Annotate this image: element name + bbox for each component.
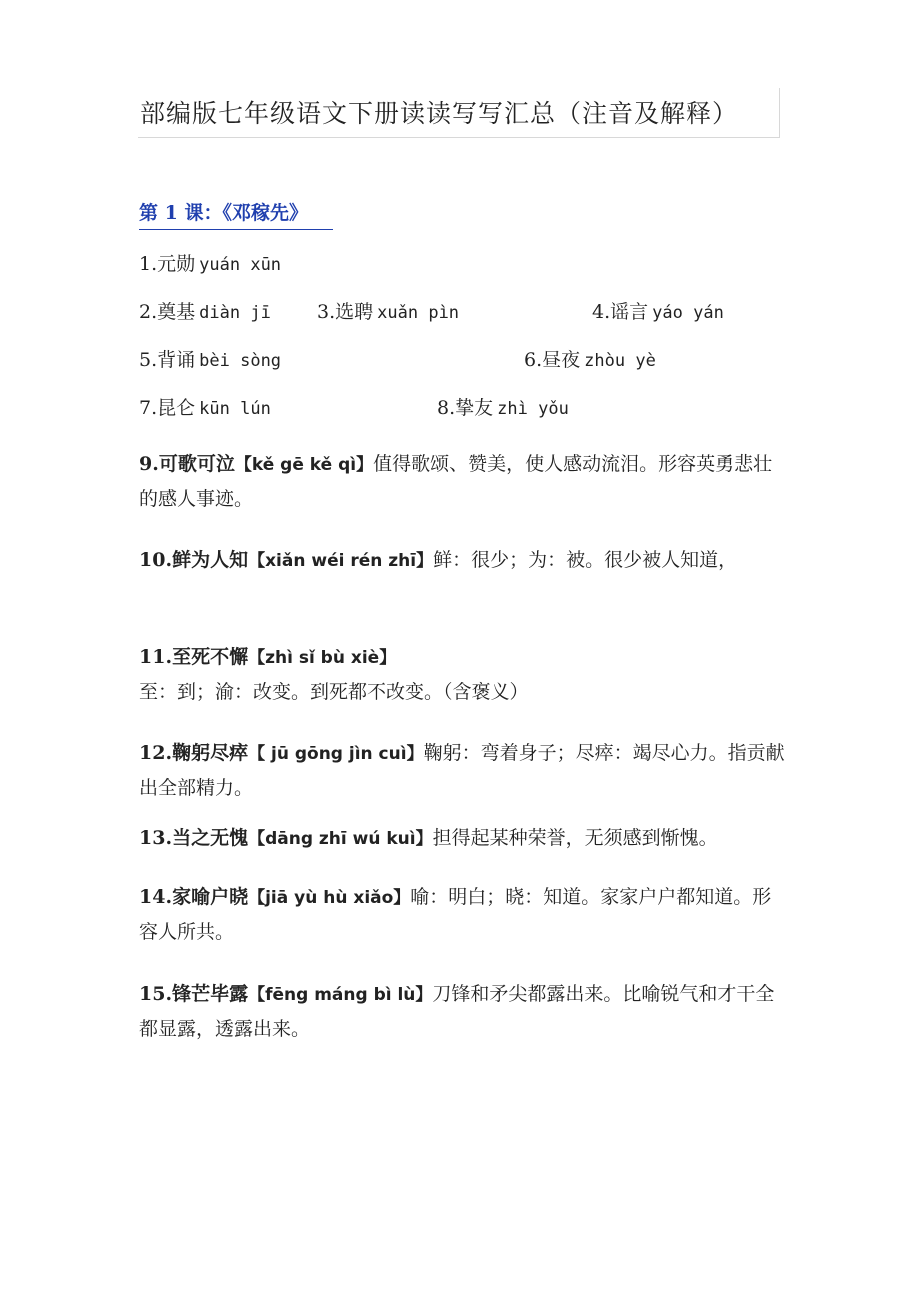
entry-word: 锋芒毕露 [172, 983, 249, 1005]
entry-pinyin: 【xiǎn wéi rén zhī】 [248, 551, 434, 571]
entry-definition: 喻：明白；晓：知道。家家户户都知道。形容人所共。 [139, 886, 772, 943]
vocab-word: 元勋 [157, 253, 196, 275]
idiom-entry [139, 640, 785, 709]
vocab-number: 5. [139, 349, 158, 371]
entry-number: 12. [139, 742, 173, 764]
entry-number: 15. [139, 983, 173, 1005]
idiom-entry [139, 447, 785, 516]
entry-number: 13. [139, 827, 173, 849]
idiom-entry [139, 543, 785, 578]
vocab-item [524, 345, 656, 372]
entry-number: 11. [139, 646, 173, 668]
entry-definition: 担得起某种荣誉，无须感到惭愧。 [432, 827, 718, 849]
entry-definition: 鲜：很少；为：被。很少被人知道， [433, 549, 738, 571]
entry-word: 家喻户晓 [172, 886, 249, 908]
vocab-number: 4. [592, 301, 611, 323]
title-box [138, 88, 780, 138]
idiom-entry [139, 821, 785, 856]
entry-pinyin: 【jiā yù hù xiǎo】 [248, 888, 411, 908]
vocab-item [139, 345, 281, 372]
entry-pinyin: 【kě gē kě qì】 [234, 455, 374, 475]
idiom-entry [139, 977, 785, 1046]
vocab-number: 2. [139, 301, 158, 323]
vocab-number: 1. [139, 253, 158, 275]
vocab-item [437, 393, 569, 420]
entry-definition: 值得歌颂、赞美，使人感动流泪。形容英勇悲壮的感人事迹。 [139, 453, 773, 510]
entry-word: 可歌可泣 [158, 453, 235, 475]
entry-number: 9. [139, 453, 159, 475]
entry-definition: 刀锋和矛尖都露出来。比喻锐气和才干全都显露，透露出来。 [139, 983, 775, 1040]
idiom-entry [139, 880, 785, 949]
vocab-number: 8. [437, 397, 456, 419]
vocab-pinyin: kūn lún [199, 399, 271, 419]
vocab-pinyin: diàn jī [199, 303, 271, 323]
page-title: 部编版七年级语文下册读读写写汇总（注音及解释） [140, 99, 739, 128]
vocab-pinyin: xuǎn pìn [377, 303, 460, 323]
vocab-word: 背诵 [157, 349, 196, 371]
vocab-word: 谣言 [610, 301, 649, 323]
entry-pinyin: 【 jū gōng jìn cuì】 [248, 744, 424, 764]
vocab-word: 奠基 [157, 301, 196, 323]
entry-pinyin: 【fēng máng bì lù】 [248, 985, 433, 1005]
idiom-entry [139, 736, 785, 805]
entry-word: 鲜为人知 [172, 549, 249, 571]
vocab-pinyin: yáo yán [652, 303, 724, 323]
vocab-item [317, 297, 459, 324]
entry-word: 当之无愧 [172, 827, 249, 849]
entry-word: 至死不懈 [172, 646, 249, 668]
entry-definition: 至：到；渝：改变。到死都不改变。（含褒义） [139, 681, 529, 703]
vocab-word: 昼夜 [542, 349, 581, 371]
vocab-number: 7. [139, 397, 158, 419]
vocab-pinyin: zhòu yè [584, 351, 656, 371]
entry-definition: 鞠躬：弯着身子；尽瘁：竭尽心力。指贡献出全部精力。 [139, 742, 785, 799]
vocab-word: 挚友 [455, 397, 494, 419]
vocab-number: 6. [524, 349, 543, 371]
entry-number: 10. [139, 549, 173, 571]
vocab-pinyin: yuán xūn [199, 255, 282, 275]
vocab-item [592, 297, 724, 324]
entry-pinyin: 【dāng zhī wú kuì】 [248, 829, 433, 849]
vocab-pinyin: bèi sòng [199, 351, 282, 371]
entry-pinyin: 【zhì sǐ bù xiè】 [248, 648, 397, 668]
vocab-pinyin: zhì yǒu [497, 399, 569, 419]
entry-number: 14. [139, 886, 173, 908]
vocab-item [139, 297, 271, 324]
vocab-item [139, 249, 281, 276]
vocab-item [139, 393, 271, 420]
vocab-number: 3. [317, 301, 336, 323]
vocab-word: 昆仑 [157, 397, 196, 419]
vocab-word: 选聘 [335, 301, 374, 323]
entry-word: 鞠躬尽瘁 [172, 742, 249, 764]
lesson-heading: 第 1 课：《邓稼先》 [139, 198, 333, 230]
